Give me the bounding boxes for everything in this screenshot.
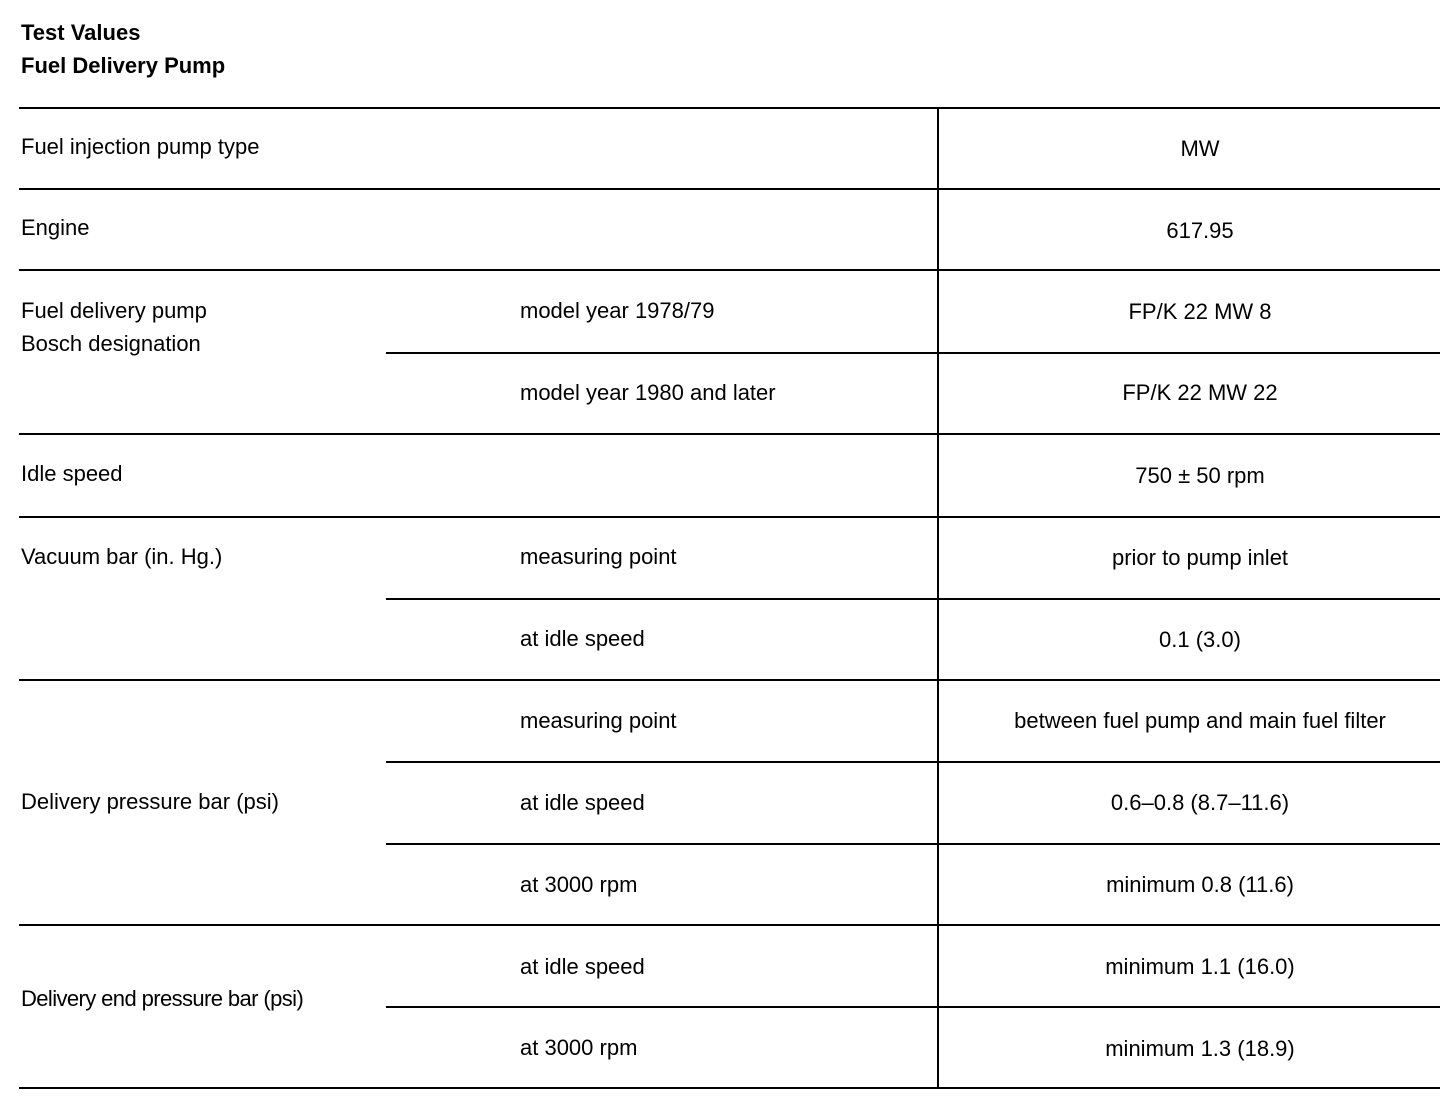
- delivery-end-pressure-value: minimum 1.3 (18.9): [1105, 1036, 1295, 1061]
- table-rule: [19, 679, 1440, 681]
- table-subrule: [386, 1006, 1440, 1008]
- delivery-pump-value: FP/K 22 MW 8: [1128, 299, 1272, 324]
- vacuum-condition: measuring point: [520, 544, 677, 569]
- idle-speed-label: Idle speed: [21, 461, 123, 486]
- table-rule: [19, 516, 1440, 518]
- table-rule: [19, 433, 1440, 435]
- delivery-end-pressure-value: minimum 1.1 (16.0): [1105, 954, 1295, 979]
- delivery-end-pressure-label: Delivery end pressure bar (psi): [21, 986, 304, 1011]
- heading-title: Test Values: [21, 20, 141, 45]
- table-subrule: [386, 843, 1440, 845]
- delivery-pressure-condition: at 3000 rpm: [520, 872, 638, 897]
- delivery-pressure-value: between fuel pump and main fuel filter: [1014, 708, 1386, 733]
- table-rule-bottom: [19, 1087, 1440, 1089]
- table-subrule: [386, 761, 1440, 763]
- delivery-pressure-condition: measuring point: [520, 708, 677, 733]
- delivery-pressure-label: Delivery pressure bar (psi): [21, 789, 279, 814]
- engine-value: 617.95: [1166, 218, 1234, 243]
- delivery-pump-label-line1: Fuel delivery pump: [21, 298, 207, 323]
- delivery-pump-condition: model year 1978/79: [520, 298, 715, 323]
- heading-subtitle: Fuel Delivery Pump: [21, 53, 226, 78]
- table-subrule: [386, 352, 1440, 354]
- delivery-end-pressure-condition: at idle speed: [520, 954, 645, 979]
- table-rule-top: [19, 107, 1440, 109]
- delivery-pressure-value: 0.6–0.8 (8.7–11.6): [1110, 790, 1290, 815]
- vacuum-value: 0.1 (3.0): [1159, 627, 1241, 652]
- delivery-pump-condition: model year 1980 and later: [520, 380, 776, 405]
- engine-label: Engine: [21, 215, 90, 240]
- vacuum-label: Vacuum bar (in. Hg.): [21, 544, 223, 569]
- table-rule: [19, 269, 1440, 271]
- delivery-pressure-value: minimum 0.8 (11.6): [1106, 872, 1294, 897]
- vacuum-condition: at idle speed: [520, 626, 645, 651]
- idle-speed-value: 750 ± 50 rpm: [1135, 463, 1265, 488]
- table-column-divider: [937, 108, 939, 1089]
- delivery-end-pressure-condition: at 3000 rpm: [520, 1035, 638, 1060]
- pump-type-label: Fuel injection pump type: [21, 134, 260, 159]
- delivery-pump-label: [21, 294, 207, 360]
- table-rule: [19, 924, 1440, 926]
- delivery-pressure-condition: at idle speed: [520, 790, 645, 815]
- pump-type-value: MW: [1180, 136, 1220, 161]
- table-subrule: [386, 598, 1440, 600]
- vacuum-value: prior to pump inlet: [1111, 545, 1289, 570]
- page-heading: [21, 16, 225, 82]
- table-rule: [19, 188, 1440, 190]
- delivery-pump-value: FP/K 22 MW 22: [1122, 380, 1278, 405]
- delivery-pump-label-line2: Bosch designation: [21, 331, 201, 356]
